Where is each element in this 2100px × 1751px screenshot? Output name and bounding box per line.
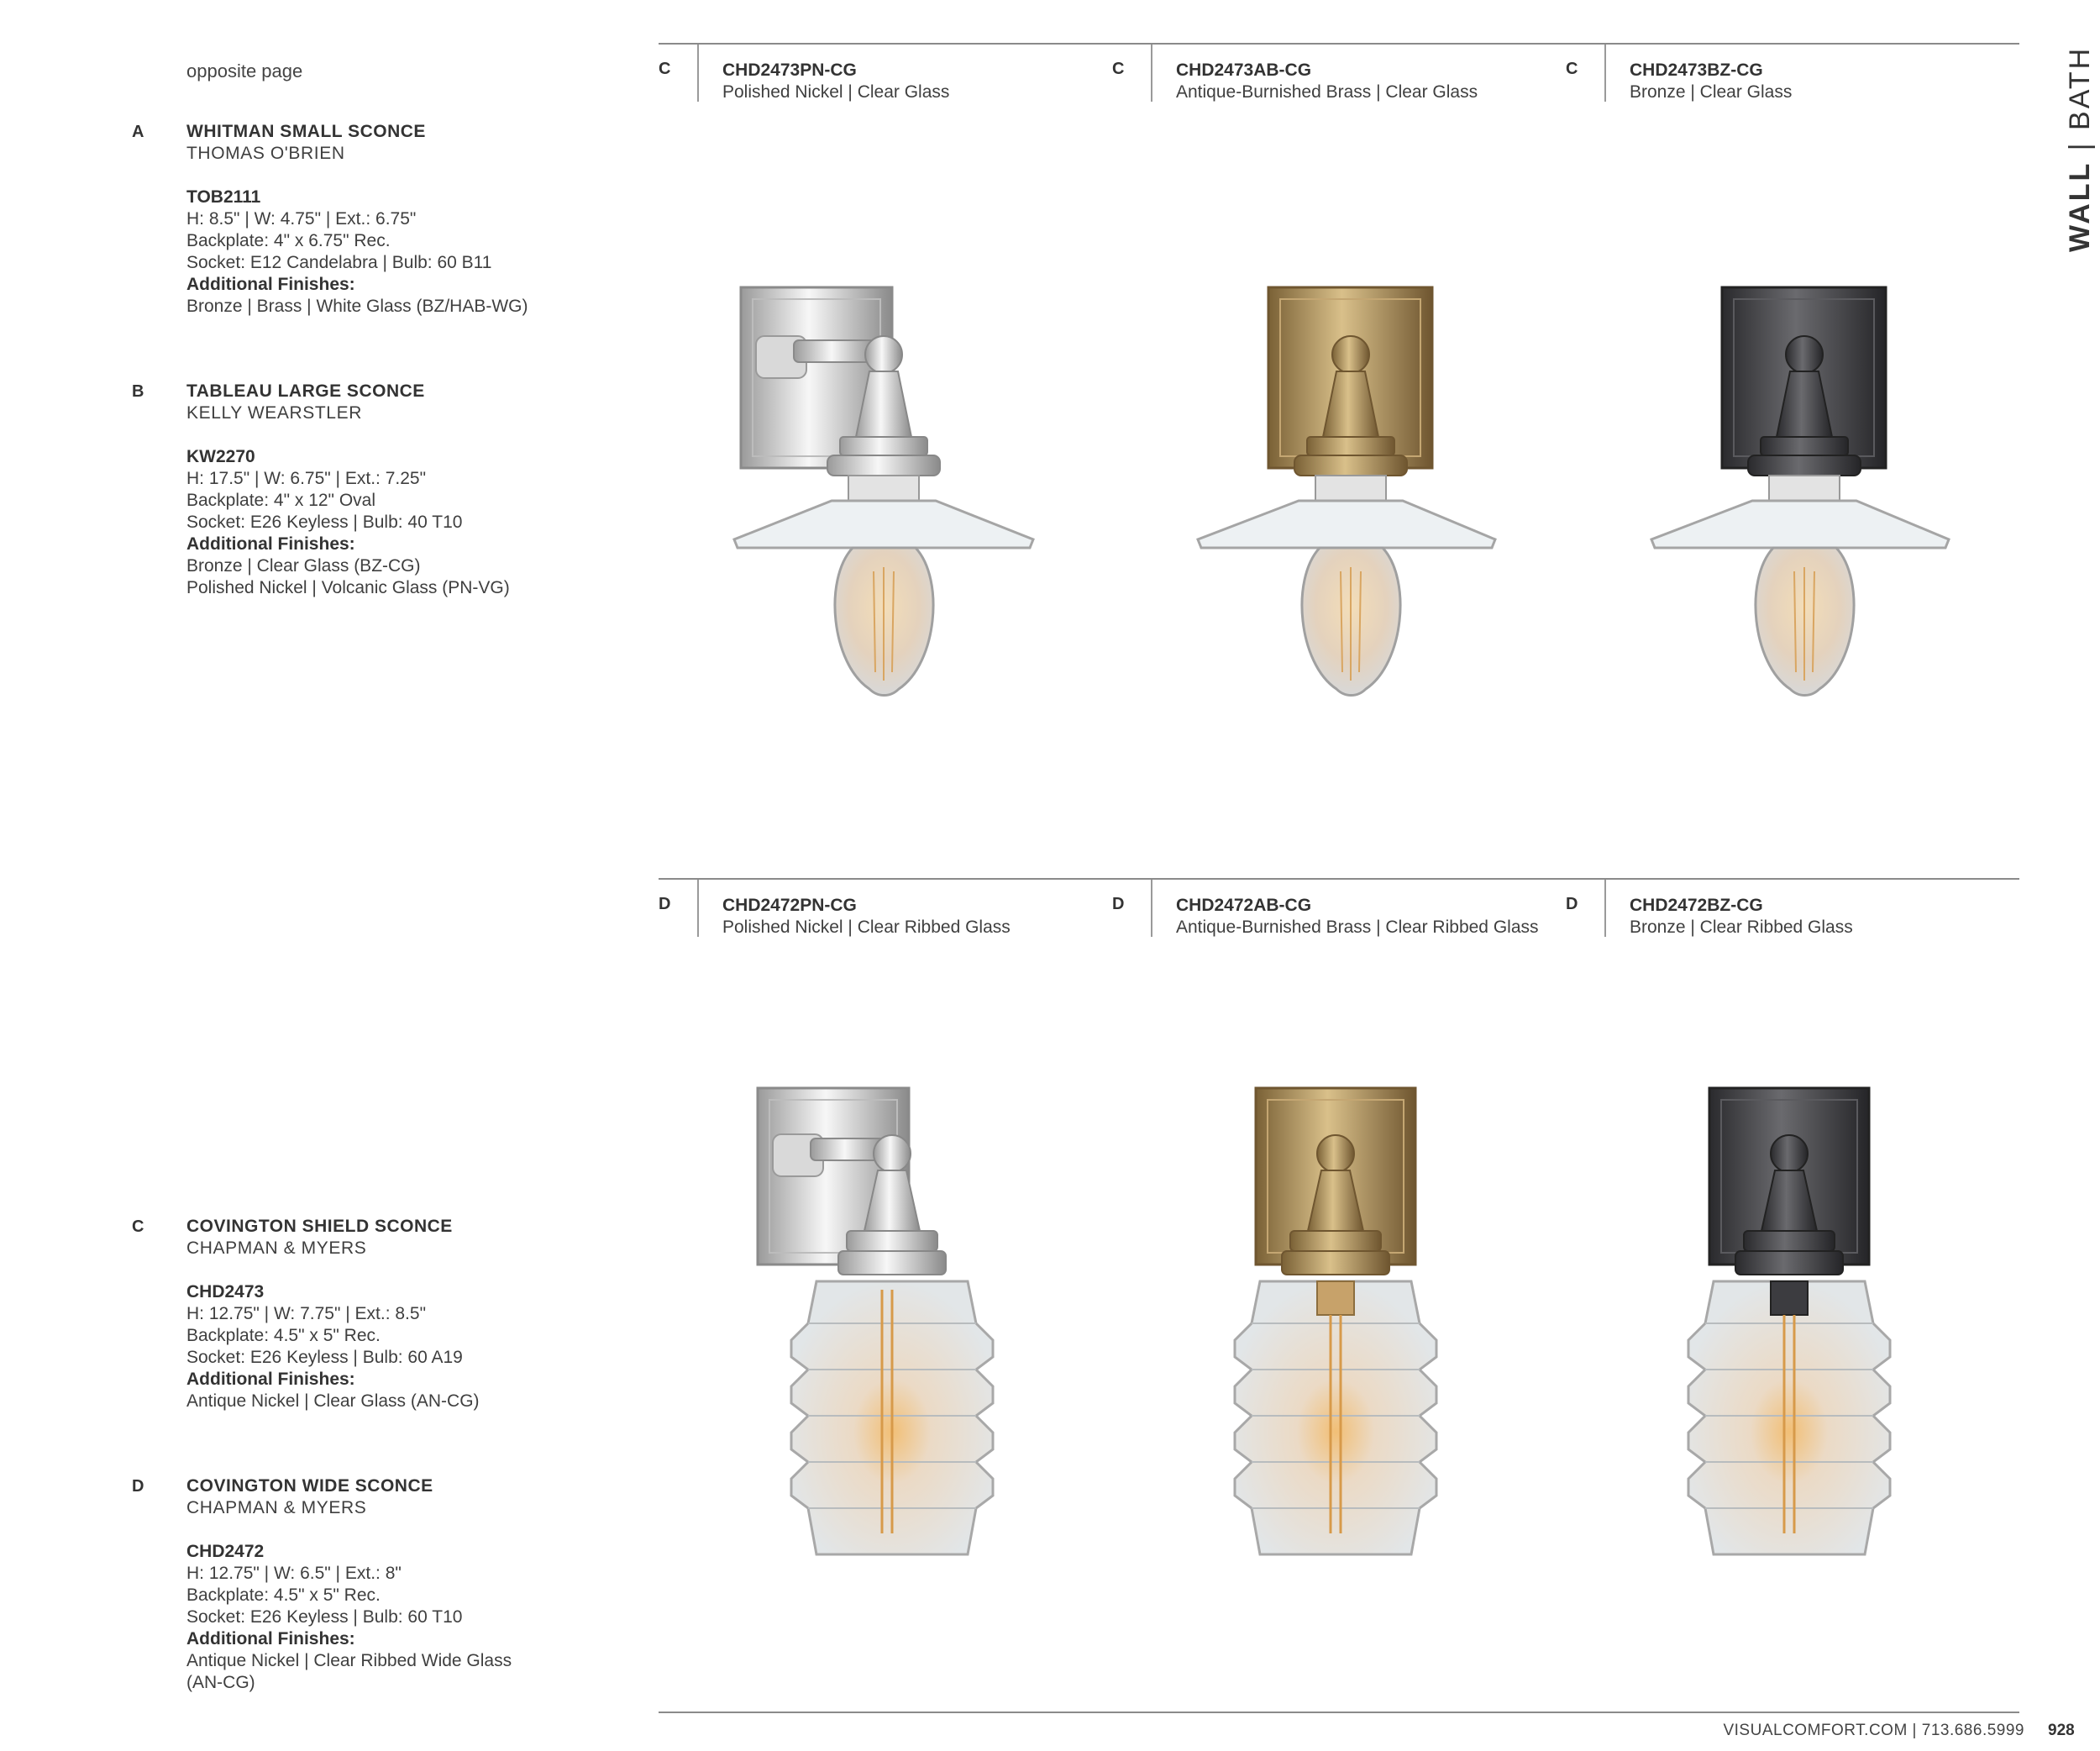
cell-divider xyxy=(1604,45,1606,102)
product-code: CHD2473PN-CG xyxy=(722,60,857,80)
product-code: CHD2472PN-CG xyxy=(722,896,857,915)
cell-divider xyxy=(697,880,699,937)
product-finish: Bronze | Clear Glass xyxy=(1630,82,1793,102)
grid-cell-bottom-2 xyxy=(1112,880,1566,937)
page-number: 928 xyxy=(2048,1722,2075,1739)
cell-letter: C xyxy=(659,60,671,78)
finishes-label: Additional Finishes: xyxy=(186,534,355,554)
product-designer: CHAPMAN & MYERS xyxy=(186,1498,367,1517)
sconce-image-wide-bronze xyxy=(1655,1080,1924,1584)
finish-line: (AN-CG) xyxy=(186,1673,255,1692)
product-backplate: Backplate: 4" x 6.75" Rec. xyxy=(186,231,391,250)
cell-letter: C xyxy=(1112,60,1125,78)
footer-phone: 713.686.5999 xyxy=(1921,1722,2024,1739)
grid-cell-top-3 xyxy=(1566,45,2019,102)
grid-cell-bottom-3 xyxy=(1566,880,2019,937)
product-dims: H: 12.75" | W: 7.75" | Ext.: 8.5" xyxy=(186,1304,427,1323)
section-secondary: BATH xyxy=(2064,45,2096,130)
product-socket: Socket: E12 Candelabra | Bulb: 60 B11 xyxy=(186,253,492,272)
product-finish: Polished Nickel | Clear Ribbed Glass xyxy=(722,918,1011,937)
grid-cell-bottom-1 xyxy=(659,880,1112,937)
spec-column xyxy=(0,0,638,1751)
cell-letter: D xyxy=(1112,895,1125,913)
finish-line: Antique Nickel | Clear Ribbed Wide Glass xyxy=(186,1651,512,1670)
product-letter: A xyxy=(132,123,144,141)
cell-letter: D xyxy=(1566,895,1578,913)
section-separator: | xyxy=(2064,129,2096,161)
footer-contact xyxy=(1723,1722,2024,1740)
finish-line: Polished Nickel | Volcanic Glass (PN-VG) xyxy=(186,578,510,597)
product-dims: H: 8.5" | W: 4.75" | Ext.: 6.75" xyxy=(186,209,417,229)
product-designer: KELLY WEARSTLER xyxy=(186,403,362,423)
product-name: TABLEAU LARGE SCONCE xyxy=(186,381,425,401)
grid-cell-top-1 xyxy=(659,45,1112,102)
product-backplate: Backplate: 4.5" x 5" Rec. xyxy=(186,1585,381,1605)
sconce-image-shield-bronze xyxy=(1638,277,1957,706)
finish-line: Antique Nickel | Clear Glass (AN-CG) xyxy=(186,1391,480,1411)
finishes-label: Additional Finishes: xyxy=(186,1629,355,1648)
product-socket: Socket: E26 Keyless | Bulb: 60 A19 xyxy=(186,1348,463,1367)
product-code: CHD2473BZ-CG xyxy=(1630,60,1763,80)
sconce-image-shield-nickel xyxy=(731,277,1050,706)
product-dims: H: 17.5" | W: 6.75" | Ext.: 7.25" xyxy=(186,469,427,488)
product-name: COVINGTON WIDE SCONCE xyxy=(186,1476,433,1496)
product-finish: Polished Nickel | Clear Glass xyxy=(722,82,950,102)
product-designer: CHAPMAN & MYERS xyxy=(186,1238,367,1258)
product-socket: Socket: E26 Keyless | Bulb: 40 T10 xyxy=(186,513,463,532)
product-sku: CHD2472 xyxy=(186,1542,265,1561)
product-letter: C xyxy=(132,1217,144,1236)
product-sku: KW2270 xyxy=(186,447,255,466)
sconce-image-wide-brass xyxy=(1201,1080,1470,1584)
cell-divider xyxy=(1151,880,1152,937)
cell-divider xyxy=(1604,880,1606,937)
finish-line: Bronze | Brass | White Glass (BZ/HAB-WG) xyxy=(186,297,528,316)
finish-line: Bronze | Clear Glass (BZ-CG) xyxy=(186,556,421,576)
product-backplate: Backplate: 4" x 12" Oval xyxy=(186,491,376,510)
footer-rule xyxy=(659,1712,2019,1713)
product-sku: TOB2111 xyxy=(186,187,261,207)
product-sku: CHD2473 xyxy=(186,1282,265,1301)
section-tab xyxy=(2043,45,2096,269)
cell-divider xyxy=(1151,45,1152,102)
intro-text: opposite page xyxy=(186,60,303,82)
sconce-image-shield-brass xyxy=(1184,277,1504,706)
product-finish: Antique-Burnished Brass | Clear Glass xyxy=(1176,82,1478,102)
product-code: CHD2472AB-CG xyxy=(1176,896,1312,915)
product-designer: THOMAS O'BRIEN xyxy=(186,144,345,163)
product-finish: Antique-Burnished Brass | Clear Ribbed Glass xyxy=(1176,918,1539,937)
product-code: CHD2473AB-CG xyxy=(1176,60,1312,80)
cell-letter: D xyxy=(659,895,671,913)
footer-separator: | xyxy=(1907,1722,1922,1739)
product-name: WHITMAN SMALL SCONCE xyxy=(186,122,426,141)
footer-website: VISUALCOMFORT.COM xyxy=(1723,1722,1908,1739)
product-letter: D xyxy=(132,1477,144,1496)
product-dims: H: 12.75" | W: 6.5" | Ext.: 8" xyxy=(186,1564,402,1583)
cell-divider xyxy=(697,45,699,102)
section-primary: WALL xyxy=(2064,160,2096,252)
product-code: CHD2472BZ-CG xyxy=(1630,896,1763,915)
grid-cell-top-2 xyxy=(1112,45,1566,102)
cell-letter: C xyxy=(1566,60,1578,78)
product-letter: B xyxy=(132,382,144,401)
finishes-label: Additional Finishes: xyxy=(186,275,355,294)
product-name: COVINGTON SHIELD SCONCE xyxy=(186,1217,453,1236)
product-socket: Socket: E26 Keyless | Bulb: 60 T10 xyxy=(186,1607,463,1627)
product-finish: Bronze | Clear Ribbed Glass xyxy=(1630,918,1853,937)
sconce-image-wide-nickel xyxy=(748,1080,1016,1584)
finishes-label: Additional Finishes: xyxy=(186,1370,355,1389)
product-backplate: Backplate: 4.5" x 5" Rec. xyxy=(186,1326,381,1345)
